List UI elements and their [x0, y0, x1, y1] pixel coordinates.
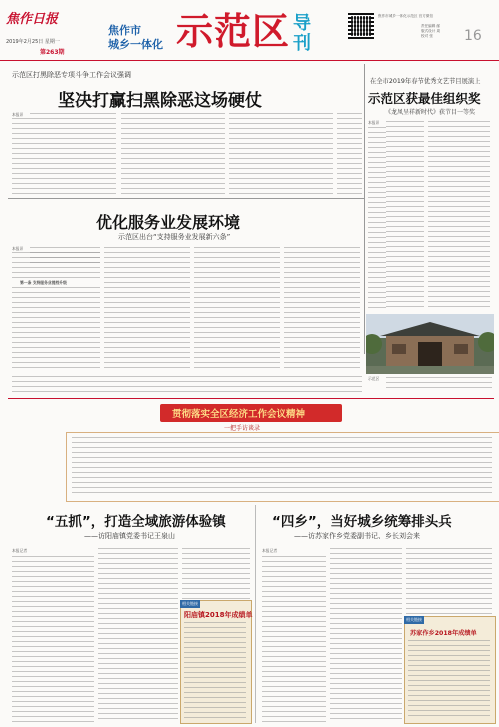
article3-body-e: [284, 247, 360, 371]
masthead: [0, 0, 499, 60]
editor-3: 校对 张: [421, 34, 433, 38]
city-line-1: 焦作市: [108, 24, 141, 37]
city-line-2: 城乡一体化: [108, 38, 163, 51]
article1-headline: 坚决打赢扫黑除恶这场硬仗: [58, 91, 262, 111]
article5-body-col1: [262, 556, 326, 722]
article1-body-col0: [12, 118, 30, 195]
article3-tail: [12, 376, 362, 394]
qr-code-icon: [348, 13, 374, 39]
sidebox1-title: 阳庙镇2018年成绩单: [184, 611, 253, 619]
intro-box-text: [72, 437, 492, 495]
banner-title: 贯彻落实全区经济工作会议精神: [172, 409, 306, 420]
editor-2: 版式设计 周: [421, 29, 441, 33]
masthead-rule: [0, 60, 499, 61]
column-divider-bottom: [255, 505, 256, 723]
article5-body-col2: [330, 548, 402, 722]
qr-caption: 焦作市城乡一体化示范区 官方微信: [378, 14, 434, 18]
paper-name: 焦作日报: [6, 12, 59, 27]
article3-subhead: 示范区出台“支持服务业发展新六条”: [118, 233, 231, 241]
sidebox1-tag: 相关链接: [182, 601, 198, 606]
article3-section-1: 第一条 支持服务业提档升级: [20, 280, 67, 285]
brand-title: 示范区: [176, 10, 290, 53]
article2-kicker: 在全市2019年春节优秀文艺节目展演上: [370, 78, 481, 85]
issue-number: 第263期: [40, 49, 65, 56]
sidebox2-tag: 相关链接: [406, 617, 422, 622]
article4-body-col3: [182, 548, 250, 600]
courtyard-photo: [366, 314, 494, 374]
page-number: 16: [464, 28, 482, 44]
editor-1: 责任编辑 邮: [421, 24, 441, 28]
article1-body-col1: [30, 113, 116, 195]
article5-body-col3: [406, 548, 492, 614]
article1-body-col2: [121, 113, 225, 195]
article1-kicker: 示范区打黑除恶专项斗争工作会议强调: [12, 71, 131, 79]
photo-caption-body: [386, 377, 492, 391]
section-rule: [8, 398, 494, 399]
article3-body-a: [12, 252, 100, 278]
article1-body-col3: [229, 113, 333, 195]
article3-byline: 本报讯: [12, 246, 24, 251]
photo-caption: 示范区: [368, 376, 380, 381]
article4-subhead: ——访阳庙镇党委书记王泉山: [84, 532, 175, 540]
article2-subhead: 《龙凤呈祥新时代》获节目一等奖: [385, 109, 476, 116]
article3-body-c: [104, 247, 190, 371]
article3-body-d: [194, 247, 280, 371]
brand-subtitle: 导刊: [293, 13, 311, 54]
article2-headline: 示范区获最佳组织奖: [368, 91, 481, 106]
column-divider: [364, 64, 365, 354]
article2-body-col1: [386, 121, 424, 311]
article1-body-col4: [337, 113, 362, 195]
article2-body-col2: [428, 121, 490, 311]
article4-body-col2: [98, 548, 178, 722]
article2-body-col0: [368, 127, 386, 311]
article4-byline: 本报记者: [12, 548, 28, 553]
article3-headline: 优化服务业发展环境: [96, 213, 241, 232]
article3-top-rule: [8, 198, 364, 199]
article2-byline: 本报讯: [368, 120, 380, 125]
banner-subtitle: 一把手访谈录: [224, 425, 261, 432]
article4-headline: “五抓”，打造全域旅游体验镇: [46, 514, 226, 530]
paper-date: 2019年2月25日 星期一: [6, 39, 60, 45]
article5-subhead: ——访苏家作乡党委副书记、乡长刘会来: [294, 532, 420, 540]
article5-headline: “四乡”，当好城乡统筹排头兵: [272, 514, 452, 530]
sidebox2-title: 苏家作乡2018年成绩单: [410, 630, 477, 637]
article3-body-b: [12, 287, 100, 371]
sidebox2-body: [408, 640, 490, 718]
article5-byline: 本报记者: [262, 548, 278, 553]
article1-byline: 本报讯: [12, 112, 24, 117]
sidebox1-body: [184, 622, 246, 718]
article4-body-col1: [12, 556, 94, 722]
